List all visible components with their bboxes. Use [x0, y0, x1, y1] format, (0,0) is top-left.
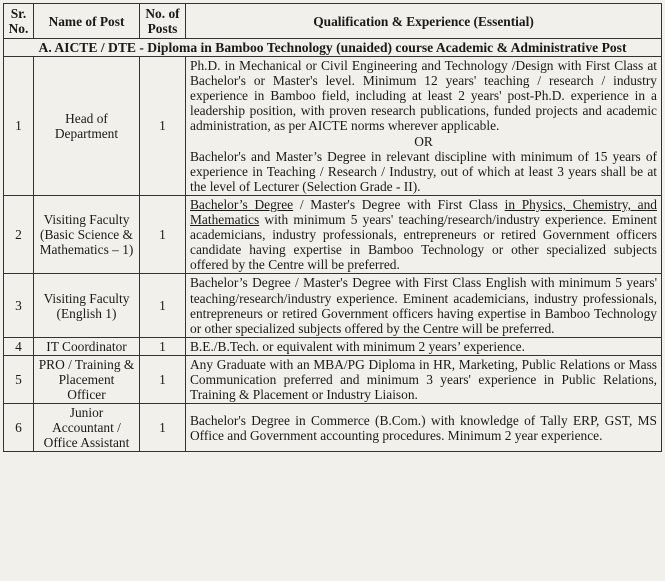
sr-no-cell: 6: [4, 404, 34, 452]
post-count-cell: 1: [140, 195, 186, 273]
post-name-cell: IT Coordinator: [34, 337, 140, 355]
sr-no-cell: 1: [4, 57, 34, 196]
qualification-alt-text: Bachelor's and Master’s Degree in relevant discipline with minimum of 15 years of experience in Teaching / Research / Industry, out of which at least 3 years shall be at the level of Lecturer (Selection Grade - II).: [190, 148, 657, 194]
header-qualification: Qualification & Experience (Essential): [186, 4, 662, 39]
table-row: [4, 355, 662, 403]
header-no-of-posts: No. of Posts: [140, 4, 186, 39]
qualification-cell: Bachelor's Degree in Commerce (B.Com.) with knowledge of Tally ERP, GST, MS Office and Government accounting procedures. Minimum 2 year experience.: [186, 404, 662, 452]
post-count-cell: 1: [140, 404, 186, 452]
sr-no-cell: 4: [4, 337, 34, 355]
post-count-cell: 1: [140, 57, 186, 196]
qualification-cell: [186, 57, 662, 196]
post-name-cell: Head of Department: [34, 57, 140, 196]
post-name-cell: Visiting Faculty (English 1): [34, 274, 140, 337]
qualification-cell: [186, 195, 662, 273]
header-row: [4, 4, 662, 39]
post-name-cell: Junior Accountant / Office Assistant: [34, 404, 140, 452]
post-count-cell: 1: [140, 274, 186, 337]
qualification-cell: Any Graduate with an MBA/PG Diploma in HR, Marketing, Public Relations or Mass Communication preferred and minimum 3 years' experience in Public Relations, Training & Placement or Industry Liaison.: [186, 355, 662, 403]
sr-no-cell: 3: [4, 274, 34, 337]
sr-no-cell: 2: [4, 195, 34, 273]
table-row: [4, 404, 662, 452]
recruitment-table: [3, 3, 662, 452]
post-name-cell: Visiting Faculty (Basic Science & Mathematics – 1): [34, 195, 140, 273]
post-count-cell: 1: [140, 355, 186, 403]
qualification-text-rest: with minimum 5 years' teaching/research/industry experience. Eminent academicians, industry professionals, entrepreneurs or retired Government officers candidate having expertise in Bamboo Technology or other specialized subjects offered by the Centre will be preferred.: [190, 212, 657, 273]
section-row: [4, 39, 662, 57]
underlined-degree: Bachelor’s Degree: [190, 196, 294, 212]
header-name-of-post: Name of Post: [34, 4, 140, 39]
table-row: [4, 57, 662, 196]
or-separator: OR: [414, 133, 433, 149]
post-count-cell: 1: [140, 337, 186, 355]
underlined-subjects: in Physics, Chemistry, and Mathematics: [190, 196, 658, 228]
qualification-cell: Bachelor’s Degree / Master's Degree with First Class English with minimum 5 years' teaching/research/industry experience. Eminent academicians, industry professionals, entrepreneurs or retired Government officers having expertise in Bamboo Technology or other specialized subjects offered by the Centre will be preferred.: [186, 274, 662, 337]
table-row: [4, 195, 662, 273]
post-name-cell: PRO / Training & Placement Officer: [34, 355, 140, 403]
qualification-text: Ph.D. in Mechanical or Civil Engineering and Technology /Design with First Class at Bachelor's or Master's level. Minimum 12 years' teaching / research / industry experience in Bamboo field, including at least 2 years' post-Ph.D. experience in a leadership position, with proven research publications, funded projects and academic administration, as per AICTE norms wherever applicable.: [190, 58, 657, 134]
sr-no-cell: 5: [4, 355, 34, 403]
qualification-cell: B.E./B.Tech. or equivalent with minimum 2 years’ experience.: [186, 337, 662, 355]
table-row: [4, 274, 662, 337]
section-title: A. AICTE / DTE - Diploma in Bamboo Technology (unaided) course Academic & Administrative Post: [4, 39, 662, 57]
qualification-text: / Master's Degree with First Class: [293, 196, 505, 212]
table-row: [4, 337, 662, 355]
header-sr-no: Sr. No.: [4, 4, 34, 39]
